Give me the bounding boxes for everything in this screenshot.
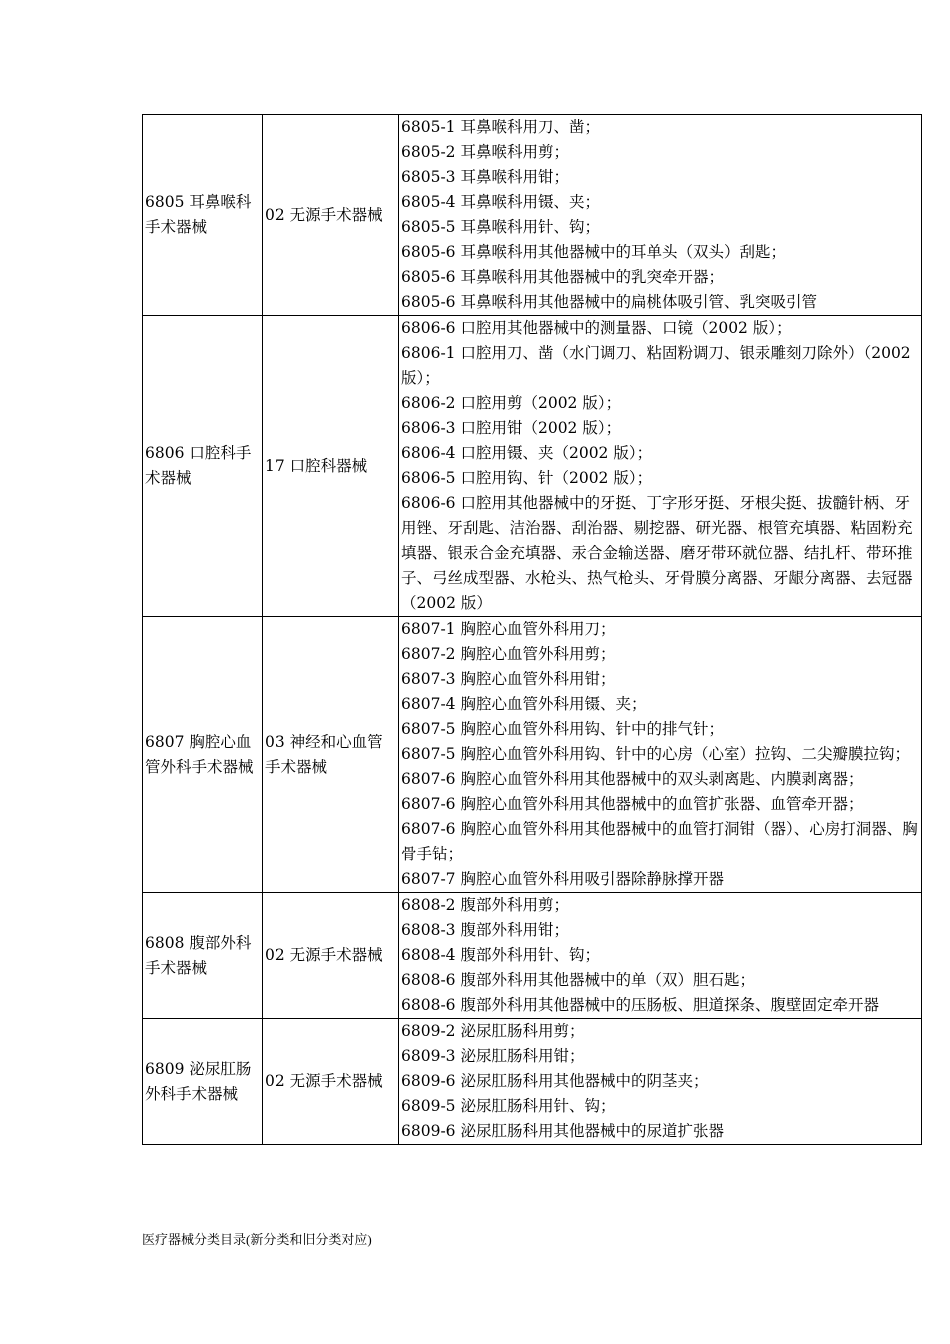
product-item: 6809-3 泌尿肛肠科用钳； bbox=[401, 1047, 585, 1065]
product-item: 6807-6 胸腔心血管外科用其他器械中的血管打洞钳（器）、心房打洞器、胸骨手钻； bbox=[401, 820, 918, 863]
product-item: 6805-1 耳鼻喉科用刀、凿； bbox=[401, 118, 600, 136]
product-item: 6805-6 耳鼻喉科用其他器械中的耳单头（双头）刮匙； bbox=[401, 243, 786, 261]
catalog-table-body bbox=[143, 115, 922, 1145]
product-item: 6806-4 口腔用镊、夹（2002 版）； bbox=[401, 444, 653, 462]
product-item: 6809-6 泌尿肛肠科用其他器械中的阴茎夹； bbox=[401, 1072, 709, 1090]
old-category-cell: 6808 腹部外科手术器械 bbox=[143, 893, 263, 1019]
product-item: 6805-6 耳鼻喉科用其他器械中的乳突牵开器； bbox=[401, 268, 724, 286]
product-item: 6806-6 口腔用其他器械中的牙挺、丁字形牙挺、牙根尖挺、拔髓针柄、牙用锉、牙刮匙、洁治器、刮治器、剔挖器、研光器、根管充填器、粘固粉充填器、银汞合金充填器、汞合金输送器、磨牙带环就位器、结扎杆、带环推子、弓丝成型器、水枪头、热气枪头、牙骨膜分离器、牙龈分离器、去冠器（2002 版） bbox=[401, 494, 913, 612]
product-item: 6808-4 腹部外科用针、钩； bbox=[401, 946, 600, 964]
new-category-cell: 02 无源手术器械 bbox=[263, 1019, 399, 1145]
new-category-cell: 02 无源手术器械 bbox=[263, 115, 399, 316]
product-item: 6805-3 耳鼻喉科用钳； bbox=[401, 168, 569, 186]
catalog-table bbox=[142, 114, 922, 1145]
product-item: 6805-5 耳鼻喉科用针、钩； bbox=[401, 218, 600, 236]
table-row bbox=[143, 1019, 922, 1145]
product-item: 6807-6 胸腔心血管外科用其他器械中的血管扩张器、血管牵开器； bbox=[401, 795, 864, 813]
product-items-cell bbox=[399, 316, 922, 617]
table-row bbox=[143, 316, 922, 617]
product-item: 6806-6 口腔用其他器械中的测量器、口镜（2002 版）； bbox=[401, 319, 792, 337]
product-item: 6809-5 泌尿肛肠科用针、钩； bbox=[401, 1097, 616, 1115]
table-row bbox=[143, 115, 922, 316]
product-item: 6807-6 胸腔心血管外科用其他器械中的双头剥离匙、内膜剥离器； bbox=[401, 770, 864, 788]
product-item: 6806-3 口腔用钳（2002 版）； bbox=[401, 419, 622, 437]
product-item: 6805-4 耳鼻喉科用镊、夹； bbox=[401, 193, 600, 211]
product-item: 6807-3 胸腔心血管外科用钳； bbox=[401, 670, 616, 688]
old-category-cell: 6805 耳鼻喉科手术器械 bbox=[143, 115, 263, 316]
product-item: 6808-6 腹部外科用其他器械中的压肠板、胆道探条、腹壁固定牵开器 bbox=[401, 996, 879, 1014]
product-item: 6808-2 腹部外科用剪； bbox=[401, 896, 569, 914]
product-item: 6807-5 胸腔心血管外科用钩、针中的心房（心室）拉钩、二尖瓣膜拉钩； bbox=[401, 745, 910, 763]
product-item: 6807-5 胸腔心血管外科用钩、针中的排气针； bbox=[401, 720, 724, 738]
product-item: 6807-1 胸腔心血管外科用刀； bbox=[401, 620, 616, 638]
product-items-cell bbox=[399, 1019, 922, 1145]
new-category-cell: 17 口腔科器械 bbox=[263, 316, 399, 617]
new-category-cell: 02 无源手术器械 bbox=[263, 893, 399, 1019]
old-category-cell: 6807 胸腔心血管外科手术器械 bbox=[143, 617, 263, 893]
table-row bbox=[143, 617, 922, 893]
product-items-cell bbox=[399, 115, 922, 316]
product-item: 6806-1 口腔用刀、凿（水门调刀、粘固粉调刀、银汞雕刻刀除外）（2002 版）； bbox=[401, 344, 911, 387]
product-item: 6808-6 腹部外科用其他器械中的单（双）胆石匙； bbox=[401, 971, 755, 989]
product-item: 6807-4 胸腔心血管外科用镊、夹； bbox=[401, 695, 647, 713]
product-item: 6808-3 腹部外科用钳； bbox=[401, 921, 569, 939]
product-item: 6806-2 口腔用剪（2002 版）； bbox=[401, 394, 622, 412]
product-item: 6807-2 胸腔心血管外科用剪； bbox=[401, 645, 616, 663]
old-category-cell: 6806 口腔科手术器械 bbox=[143, 316, 263, 617]
product-item: 6809-2 泌尿肛肠科用剪； bbox=[401, 1022, 585, 1040]
document-footer: 医疗器械分类目录(新分类和旧分类对应) bbox=[142, 1232, 372, 1247]
old-category-cell: 6809 泌尿肛肠外科手术器械 bbox=[143, 1019, 263, 1145]
product-item: 6809-6 泌尿肛肠科用其他器械中的尿道扩张器 bbox=[401, 1122, 724, 1140]
product-item: 6805-2 耳鼻喉科用剪； bbox=[401, 143, 569, 161]
product-items-cell bbox=[399, 893, 922, 1019]
product-item: 6805-6 耳鼻喉科用其他器械中的扁桃体吸引管、乳突吸引管 bbox=[401, 293, 817, 311]
product-item: 6807-7 胸腔心血管外科用吸引器除静脉撑开器 bbox=[401, 870, 724, 888]
product-items-cell bbox=[399, 617, 922, 893]
product-item: 6806-5 口腔用钩、针（2002 版）； bbox=[401, 469, 653, 487]
new-category-cell: 03 神经和心血管手术器械 bbox=[263, 617, 399, 893]
table-row bbox=[143, 893, 922, 1019]
